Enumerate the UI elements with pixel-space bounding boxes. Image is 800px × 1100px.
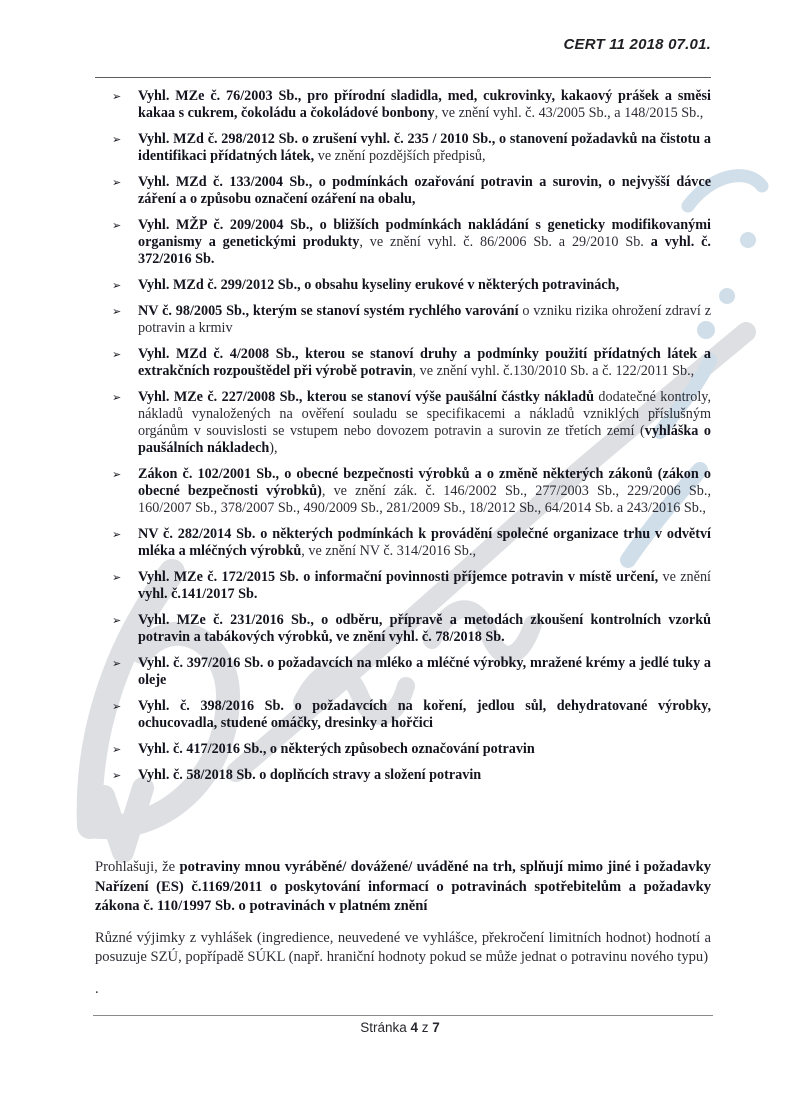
list-item-text: Vyhl. č. 397/2016 Sb. o požadavcích na mléko a mléčné výrobky, mražené krémy a jedlé tuky a oleje — [138, 655, 711, 688]
list-item-text: Vyhl. č. 398/2016 Sb. o požadavcích na koření, jedlou sůl, dehydratované výrobky, ochucovadla, studené omáčky, dresinky a hořčici — [138, 698, 711, 731]
arrow-bullet-icon: ➢ — [112, 133, 122, 146]
arrow-bullet-icon: ➢ — [112, 176, 122, 189]
list-item-text: Vyhl. MZe č. 76/2003 Sb., pro přírodní sladidla, med, cukrovinky, kakaový prášek a směsi kakaa s cukrem, čokoládu a čokoládové bonbony, ve znění vyhl. č. 43/2005 Sb., a 148/2015 Sb., — [138, 88, 711, 121]
list-item — [112, 655, 711, 689]
list-item-text: NV č. 282/2014 Sb. o některých podmínkách k provádění společné organizace trhu v odvětví mléka a mléčných výrobků, ve znění NV č. 314/2016 Sb., — [138, 526, 711, 559]
list-item — [112, 277, 711, 294]
watermark-dot — [719, 288, 735, 304]
list-item-text: Vyhl. MZe č. 172/2015 Sb. o informační povinnosti příjemce potravin v místě určení, ve znění vyhl. č.141/2017 Sb. — [138, 569, 711, 602]
list-item — [112, 741, 711, 758]
list-item-text: Vyhl. MZe č. 227/2008 Sb., kterou se stanoví výše paušální částky nákladů dodatečné kontroly, nákladů vynaložených na ověření souladu se specifikacemi a nákladů vzniklých příslušným orgánům v souvislosti se vstupem nebo dovozem potravin a surovin ze třetích zemí (vyhláška o paušálních nákladech), — [138, 389, 711, 456]
list-item-text: Vyhl. MZe č. 231/2016 Sb., o odběru, přípravě a metodách zkoušení kontrolních vzorků potravin a tabákových výrobků, ve znění vyhl. č. 78/2018 Sb. — [138, 612, 711, 645]
page-number: Stránka 4 z 7 — [360, 1020, 440, 1035]
arrow-bullet-icon: ➢ — [112, 528, 122, 541]
list-item — [112, 217, 711, 268]
list-item-text: Vyhl. č. 417/2016 Sb., o některých způsobech označování potravin — [138, 741, 535, 757]
list-item-text: Vyhl. MZd č. 299/2012 Sb., o obsahu kyseliny erukové v některých potravinách, — [138, 277, 620, 293]
arrow-bullet-icon: ➢ — [112, 348, 122, 361]
arrow-bullet-icon: ➢ — [112, 743, 122, 756]
list-item — [112, 131, 711, 165]
list-item — [112, 569, 711, 603]
list-item-text: Vyhl. MZd č. 4/2008 Sb., kterou se stanoví druhy a podmínky použití přídatných látek a extrakčních rozpouštědel při výrobě potravin, ve znění vyhl. č.130/2010 Sb. a č. 122/2011 Sb., — [138, 346, 711, 379]
header-divider — [95, 77, 711, 78]
regulation-list — [112, 88, 711, 793]
arrow-bullet-icon: ➢ — [112, 769, 122, 782]
list-item-text: Vyhl. MZd č. 298/2012 Sb. o zrušení vyhl. č. 235 / 2010 Sb., o stanovení požadavků na čistotu a identifikaci přídatných látek, ve znění pozdějších předpisů, — [138, 131, 711, 164]
arrow-bullet-icon: ➢ — [112, 571, 122, 584]
list-item — [112, 346, 711, 380]
paragraph: Prohlašuji, že potraviny mnou vyráběné/ dovážené/ uváděné na trh, splňují mimo jiné i požadavky Nařízení (ES) č.1169/2011 o poskytování informací o potravinách spotřebitelům a požadavky zákona č. 110/1997 Sb. o potravinách v platném znění — [95, 859, 711, 914]
arrow-bullet-icon: ➢ — [112, 279, 122, 292]
list-item-text: NV č. 98/2005 Sb., kterým se stanoví systém rychlého varování o vzniku rizika ohrožení zdraví z potravin a krmiv — [138, 303, 711, 336]
arrow-bullet-icon: ➢ — [112, 468, 122, 481]
arrow-bullet-icon: ➢ — [112, 305, 122, 318]
footer-divider — [93, 1015, 713, 1016]
arrow-bullet-icon: ➢ — [112, 219, 122, 232]
list-item — [112, 526, 711, 560]
paragraph: . — [95, 980, 99, 997]
document-code: CERT 11 2018 07.01. — [563, 36, 711, 53]
document-header — [95, 36, 711, 53]
list-item-text: Vyhl. č. 58/2018 Sb. o doplňcích stravy a složení potravin — [138, 767, 482, 783]
list-item-text: Vyhl. MZd č. 133/2004 Sb., o podmínkách ozařování potravin a surovin, o nejvyšší dávce záření a o způsobu označení ozáření na obalu, — [138, 174, 711, 207]
list-item — [112, 174, 711, 208]
arrow-bullet-icon: ➢ — [112, 614, 122, 627]
arrow-bullet-icon: ➢ — [112, 700, 122, 713]
list-item — [112, 698, 711, 732]
list-item — [112, 389, 711, 457]
arrow-bullet-icon: ➢ — [112, 90, 122, 103]
list-item-text: Zákon č. 102/2001 Sb., o obecné bezpečnosti výrobků a o změně některých zákonů (zákon o obecné bezpečnosti výrobků), ve znění zák. č. 146/2002 Sb., 277/2003 Sb., 229/2006 Sb., 160/2007 Sb., 378/2007 Sb., 490/2009 Sb., 281/2009 Sb., 18/2012 Sb., 64/2014 Sb. a 243/2016 Sb., — [138, 466, 711, 516]
list-item — [112, 767, 711, 784]
list-item — [112, 303, 711, 337]
closing-paragraphs — [95, 858, 711, 1011]
watermark-dot — [740, 232, 756, 248]
list-item — [112, 612, 711, 646]
list-item-text: Vyhl. MŽP č. 209/2004 Sb., o bližších podmínkách nakládání s geneticky modifikovanými organismy a genetickými produkty, ve znění vyhl. č. 86/2006 Sb. a 29/2010 Sb. a vyhl. č. 372/2016 Sb. — [138, 217, 711, 267]
watermark-stroke — [104, 788, 143, 852]
arrow-bullet-icon: ➢ — [112, 657, 122, 670]
arrow-bullet-icon: ➢ — [112, 391, 122, 404]
paragraph: Různé výjimky z vyhlášek (ingredience, neuvedené ve vyhlášce, překročení limitních hodnot) hodnotí a posuzuje SZÚ, popřípadě SÚKL (např. hraniční hodnoty pokud se může jednat o potravinu nového typu) — [95, 929, 711, 965]
list-item — [112, 466, 711, 517]
list-item — [112, 88, 711, 122]
